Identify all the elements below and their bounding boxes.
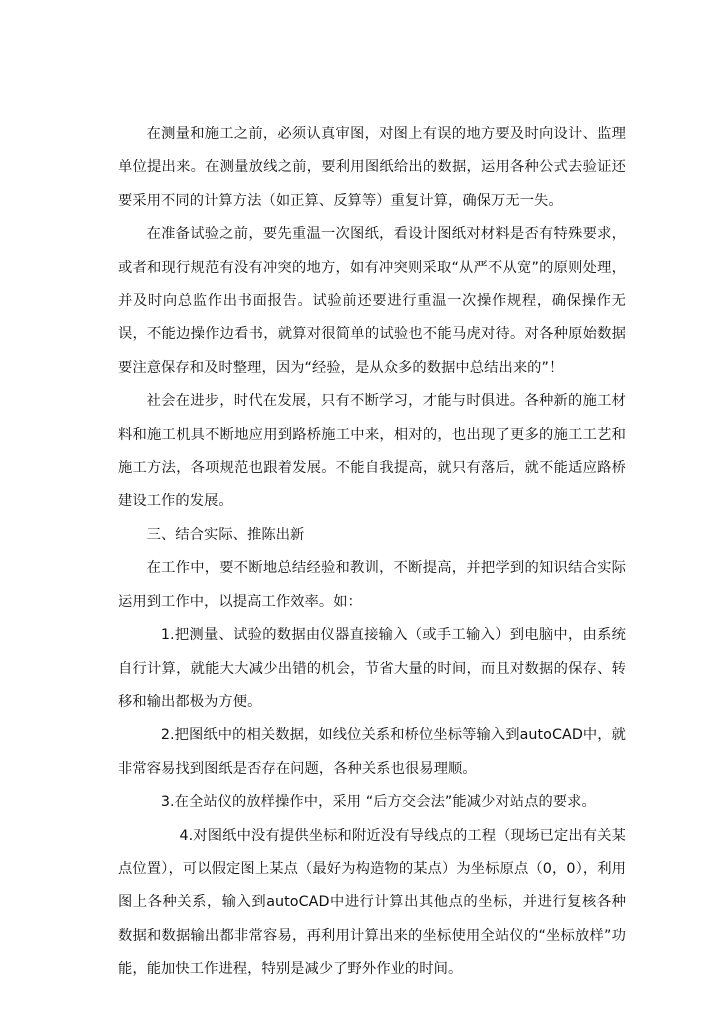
body-text (118, 118, 626, 987)
list-item: 3.在全站仪的放样操作中，采用 “后方交会法”能减少对站点的要求。 (160, 794, 596, 811)
paragraph-intro: 在工作中，要不断地总结经验和教训，不断提高，并把学到的知识结合实际运用到工作中，以提高工作效率。如： (118, 560, 626, 610)
paragraph-survey-review: 在测量和施工之前，必须认真审图，对图上有误的地方要及时向设计、监理单位提出来。在测量放线之前，要利用图纸给出的数据，运用各种公式去验证还要采用不同的计算方法（如正算、反算等）重复计算，确保万无一失。 (118, 126, 626, 209)
paragraph-continuous-learning: 社会在进步，时代在发展，只有不断学习，才能与时俱进。各种新的施工材料和施工机具不断地应用到路桥施工中来，相对的，也出现了更多的施工工艺和施工方法，各项规范也跟着发展。不能自我提高，就只有落后，就不能适应路桥建设工作的发展。 (118, 393, 626, 510)
list-item: 2.把图纸中的相关数据，如线位关系和桥位坐标等输入到autoCAD中，就非常容易找到图纸是否存在问题，各种关系也很易理顺。 (118, 727, 626, 777)
list-item: 4.对图纸中没有提供坐标和附近没有导线点的工程（现场已定出有关某点位置），可以假定图上某点（最好为构造物的某点）为坐标原点（0，0），利用图上各种关系，输入到autoCAD中进行计算出其他点的坐标，并进行复核各种数据和数据输出都非常容易，再利用计算出来的坐标使用全站仪的“坐标放样”功能，能加快工作进程，特别是减少了野外作业的时间。 (118, 827, 627, 978)
section-heading: 三、结合实际、推陈出新 (146, 526, 305, 543)
list-item: 1.把测量、试验的数据由仪器直接输入（或手工输入）到电脑中，由系统自行计算，就能大大减少出错的机会，节省大量的时间，而且对数据的保存、转移和输出都极为方便。 (118, 627, 626, 710)
paragraph-test-preparation: 在准备试验之前，要先重温一次图纸，看设计图纸对材料是否有特殊要求，或者和现行规范有没有冲突的地方，如有冲突则采取“从严不从宽”的原则处理，并及时向总监作出书面报告。试验前还要进行重温一次操作规程，确保操作无误，不能边操作边看书，就算对很简单的试验也不能马虎对待。对各种原始数据要注意保存和及时整理，因为“经验，是从众多的数据中总结出来的”！ (118, 226, 626, 376)
